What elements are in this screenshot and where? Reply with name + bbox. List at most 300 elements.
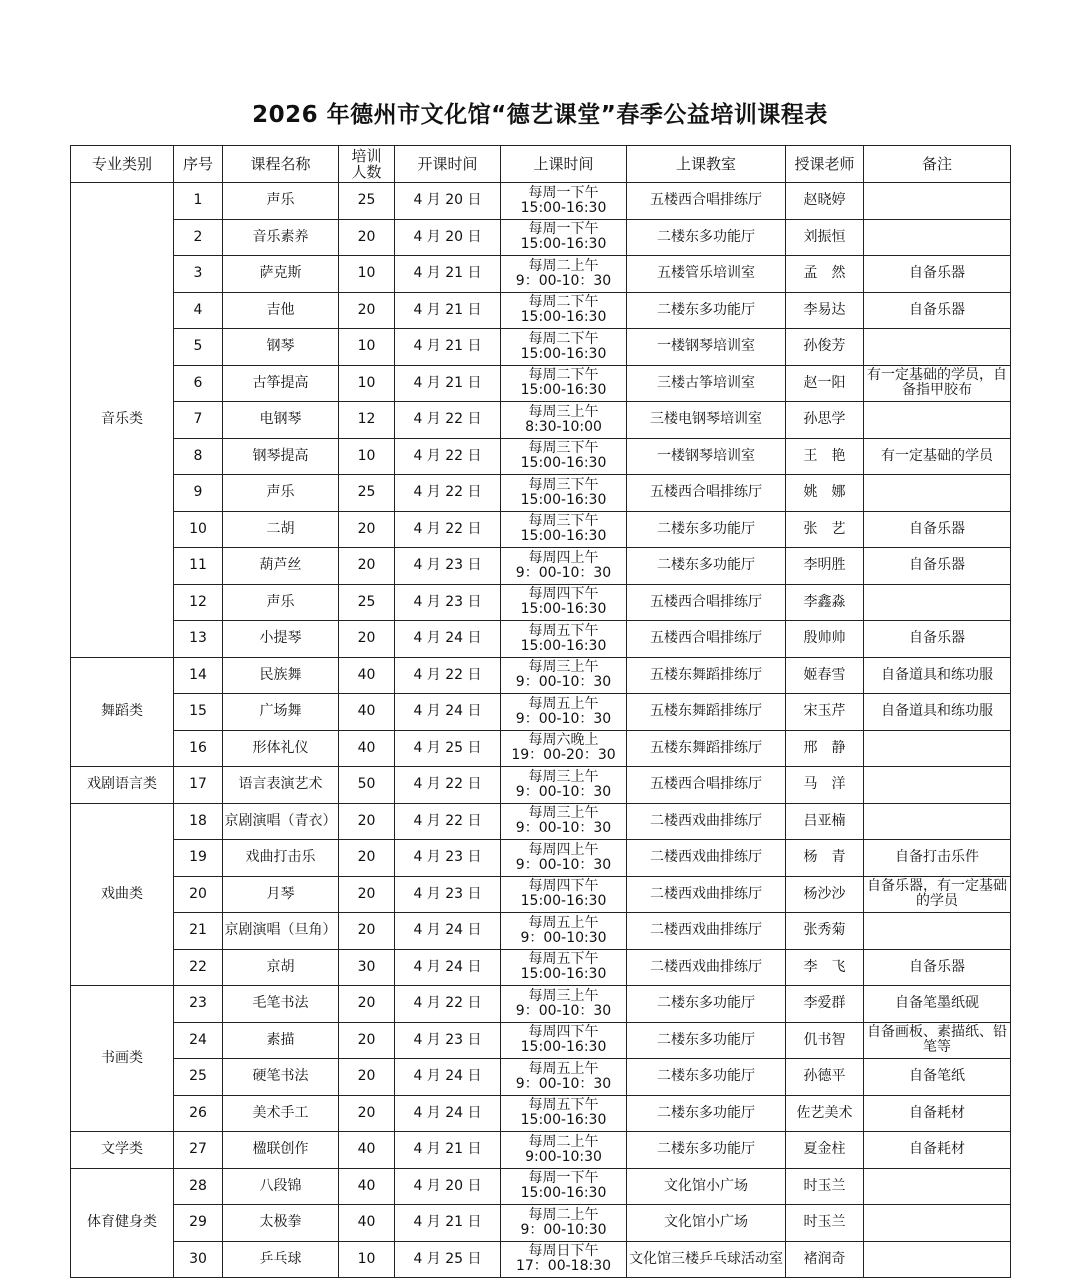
- header-room: 上课教室: [627, 146, 786, 183]
- class-day: 每周二上午: [528, 1206, 599, 1223]
- class-hours: 15:00-16:30: [520, 236, 607, 253]
- table-row: [71, 511, 1011, 548]
- start-date: 4 月 23 日: [395, 584, 501, 621]
- class-hours: 9：00-10：30: [515, 564, 612, 581]
- class-time: [501, 730, 627, 767]
- row-number: 26: [174, 1095, 223, 1132]
- class-day: 每周五上午: [528, 695, 599, 712]
- teacher: 姬春雪: [786, 657, 864, 694]
- class-time: [501, 1168, 627, 1205]
- class-hours: 8:30-10:00: [525, 418, 602, 435]
- teacher: 赵晓婷: [786, 183, 864, 220]
- course-name: 广场舞: [223, 694, 339, 731]
- row-number: 8: [174, 438, 223, 475]
- class-hours: 15:00-16:30: [520, 309, 607, 326]
- class-day: 每周六晚上: [528, 732, 599, 749]
- class-hours: 9:00-10:30: [525, 1148, 602, 1165]
- start-date: 4 月 20 日: [395, 1168, 501, 1205]
- class-hours: 15:00-16:30: [520, 491, 607, 508]
- teacher: 马 洋: [786, 767, 864, 804]
- note: [864, 475, 1011, 512]
- class-day: 每周三下午: [528, 476, 599, 493]
- table-row: [71, 840, 1011, 877]
- note: 自备乐器: [864, 292, 1011, 329]
- classroom: 文化馆三楼乒乓球活动室: [627, 1241, 786, 1278]
- class-day: 每周二上午: [528, 1133, 599, 1150]
- teacher: 宋玉芹: [786, 694, 864, 731]
- class-time: [501, 584, 627, 621]
- note: 有一定基础的学员，自备指甲胶布: [864, 365, 1011, 402]
- row-number: 25: [174, 1059, 223, 1096]
- class-time: [501, 511, 627, 548]
- category-cell: 舞蹈类: [71, 657, 174, 767]
- row-number: 24: [174, 1022, 223, 1059]
- start-date: 4 月 24 日: [395, 949, 501, 986]
- class-day: 每周五下午: [528, 1097, 599, 1114]
- class-time: [501, 365, 627, 402]
- teacher: 李鑫淼: [786, 584, 864, 621]
- class-hours: 9：00-10：30: [515, 1075, 612, 1092]
- header-category: 专业类别: [71, 146, 174, 183]
- class-hours: 15:00-16:30: [520, 455, 607, 472]
- row-number: 18: [174, 803, 223, 840]
- class-day: 每周五上午: [528, 914, 599, 931]
- category-cell: 文学类: [71, 1132, 174, 1169]
- course-name: 语言表演艺术: [223, 767, 339, 804]
- class-day: 每周三下午: [528, 513, 599, 530]
- capacity: 20: [339, 876, 395, 913]
- start-date: 4 月 22 日: [395, 402, 501, 439]
- course-name: 京剧演唱（旦角）: [223, 913, 339, 950]
- capacity: 20: [339, 548, 395, 585]
- note: 自备打击乐件: [864, 840, 1011, 877]
- start-date: 4 月 22 日: [395, 475, 501, 512]
- classroom: 二楼东多功能厅: [627, 1022, 786, 1059]
- class-time: [501, 803, 627, 840]
- class-time: [501, 1205, 627, 1242]
- teacher: 李 飞: [786, 949, 864, 986]
- course-name: 吉他: [223, 292, 339, 329]
- row-number: 20: [174, 876, 223, 913]
- note: 自备道具和练功服: [864, 657, 1011, 694]
- course-name: 电钢琴: [223, 402, 339, 439]
- course-name: 硬笔书法: [223, 1059, 339, 1096]
- class-day: 每周四下午: [528, 1024, 599, 1041]
- category-cell: 戏剧语言类: [71, 767, 174, 804]
- classroom: 五楼西合唱排练厅: [627, 183, 786, 220]
- class-day: 每周一下午: [528, 221, 599, 238]
- course-name: 古筝提高: [223, 365, 339, 402]
- capacity: 10: [339, 256, 395, 293]
- page-title: 2026 年德州市文化馆“德艺课堂”春季公益培训课程表: [252, 102, 828, 128]
- teacher: 张 艺: [786, 511, 864, 548]
- classroom: 二楼东多功能厅: [627, 511, 786, 548]
- classroom: 二楼西戏曲排练厅: [627, 913, 786, 950]
- row-number: 17: [174, 767, 223, 804]
- start-date: 4 月 21 日: [395, 329, 501, 366]
- start-date: 4 月 20 日: [395, 183, 501, 220]
- table-row: [71, 365, 1011, 402]
- classroom: 五楼西合唱排练厅: [627, 767, 786, 804]
- course-name: 太极拳: [223, 1205, 339, 1242]
- row-number: 14: [174, 657, 223, 694]
- capacity: 40: [339, 1132, 395, 1169]
- table-row: [71, 1022, 1011, 1059]
- start-date: 4 月 25 日: [395, 1241, 501, 1278]
- teacher: 李易达: [786, 292, 864, 329]
- row-number: 19: [174, 840, 223, 877]
- start-date: 4 月 22 日: [395, 986, 501, 1023]
- class-hours: 15:00-16:30: [520, 382, 607, 399]
- row-number: 15: [174, 694, 223, 731]
- start-date: 4 月 21 日: [395, 365, 501, 402]
- capacity: 10: [339, 329, 395, 366]
- capacity: 20: [339, 1095, 395, 1132]
- course-name: 小提琴: [223, 621, 339, 658]
- start-date: 4 月 23 日: [395, 1022, 501, 1059]
- row-number: 30: [174, 1241, 223, 1278]
- classroom: 五楼东舞蹈排练厅: [627, 694, 786, 731]
- class-time: [501, 913, 627, 950]
- course-name: 形体礼仪: [223, 730, 339, 767]
- category-cell: 书画类: [71, 986, 174, 1132]
- teacher: 王 艳: [786, 438, 864, 475]
- table-header-row: [71, 146, 1011, 183]
- row-number: 12: [174, 584, 223, 621]
- capacity: 20: [339, 1059, 395, 1096]
- start-date: 4 月 24 日: [395, 694, 501, 731]
- row-number: 3: [174, 256, 223, 293]
- course-name: 钢琴提高: [223, 438, 339, 475]
- capacity: 25: [339, 183, 395, 220]
- capacity: 20: [339, 986, 395, 1023]
- start-date: 4 月 21 日: [395, 256, 501, 293]
- note: [864, 730, 1011, 767]
- header-no: 序号: [174, 146, 223, 183]
- capacity: 20: [339, 803, 395, 840]
- class-hours: 15:00-16:30: [520, 1039, 607, 1056]
- capacity: 20: [339, 913, 395, 950]
- table-row: [71, 183, 1011, 220]
- note: 自备乐器，有一定基础的学员: [864, 876, 1011, 913]
- header-teacher: 授课老师: [786, 146, 864, 183]
- teacher: 佐艺美术: [786, 1095, 864, 1132]
- row-number: 22: [174, 949, 223, 986]
- table-row: [71, 986, 1011, 1023]
- class-day: 每周一下午: [528, 184, 599, 201]
- start-date: 4 月 22 日: [395, 657, 501, 694]
- classroom: 三楼电钢琴培训室: [627, 402, 786, 439]
- row-number: 9: [174, 475, 223, 512]
- classroom: 二楼东多功能厅: [627, 292, 786, 329]
- classroom: 二楼东多功能厅: [627, 548, 786, 585]
- teacher: 夏金柱: [786, 1132, 864, 1169]
- table-row: [71, 1059, 1011, 1096]
- class-time: [501, 256, 627, 293]
- note: 自备笔纸: [864, 1059, 1011, 1096]
- class-time: [501, 1022, 627, 1059]
- start-date: 4 月 21 日: [395, 292, 501, 329]
- table-row: [71, 621, 1011, 658]
- class-day: 每周五下午: [528, 951, 599, 968]
- class-day: 每周三上午: [528, 403, 599, 420]
- class-day: 每周四上午: [528, 841, 599, 858]
- class-hours: 15:00-16:30: [520, 345, 607, 362]
- class-time: [501, 876, 627, 913]
- class-time: [501, 949, 627, 986]
- class-day: 每周四上午: [528, 549, 599, 566]
- classroom: 五楼东舞蹈排练厅: [627, 657, 786, 694]
- start-date: 4 月 23 日: [395, 840, 501, 877]
- note: 自备乐器: [864, 548, 1011, 585]
- course-name: 素描: [223, 1022, 339, 1059]
- row-number: 28: [174, 1168, 223, 1205]
- course-name: 楹联创作: [223, 1132, 339, 1169]
- classroom: 二楼西戏曲排练厅: [627, 876, 786, 913]
- classroom: 二楼东多功能厅: [627, 219, 786, 256]
- course-name: 月琴: [223, 876, 339, 913]
- course-name: 八段锦: [223, 1168, 339, 1205]
- note: [864, 803, 1011, 840]
- classroom: 一楼钢琴培训室: [627, 329, 786, 366]
- class-time: [501, 219, 627, 256]
- note: [864, 329, 1011, 366]
- start-date: 4 月 24 日: [395, 1095, 501, 1132]
- course-name: 毛笔书法: [223, 986, 339, 1023]
- course-name: 二胡: [223, 511, 339, 548]
- header-note: 备注: [864, 146, 1011, 183]
- class-hours: 15:00-16:30: [520, 893, 607, 910]
- start-date: 4 月 22 日: [395, 511, 501, 548]
- capacity: 50: [339, 767, 395, 804]
- class-time: [501, 657, 627, 694]
- note: 自备乐器: [864, 949, 1011, 986]
- row-number: 6: [174, 365, 223, 402]
- capacity: 25: [339, 475, 395, 512]
- class-time: [501, 621, 627, 658]
- classroom: 三楼古筝培训室: [627, 365, 786, 402]
- class-day: 每周三上午: [528, 987, 599, 1004]
- table-row: [71, 1132, 1011, 1169]
- class-day: 每周三上午: [528, 805, 599, 822]
- category-cell: 音乐类: [71, 183, 174, 658]
- row-number: 2: [174, 219, 223, 256]
- table-body: [71, 183, 1011, 1278]
- classroom: 文化馆小广场: [627, 1205, 786, 1242]
- class-time: [501, 694, 627, 731]
- classroom: 二楼西戏曲排练厅: [627, 840, 786, 877]
- note: [864, 219, 1011, 256]
- start-date: 4 月 23 日: [395, 876, 501, 913]
- class-hours: 9：00-10：30: [515, 783, 612, 800]
- class-time: [501, 986, 627, 1023]
- capacity: 40: [339, 1205, 395, 1242]
- course-name: 声乐: [223, 475, 339, 512]
- table-row: [71, 1241, 1011, 1278]
- table-row: [71, 803, 1011, 840]
- table-row: [71, 913, 1011, 950]
- class-time: [501, 1241, 627, 1278]
- class-time: [501, 1132, 627, 1169]
- table-row: [71, 475, 1011, 512]
- teacher: 邢 静: [786, 730, 864, 767]
- note: [864, 913, 1011, 950]
- row-number: 10: [174, 511, 223, 548]
- table-row: [71, 292, 1011, 329]
- category-cell: 戏曲类: [71, 803, 174, 986]
- teacher: 孟 然: [786, 256, 864, 293]
- table-row: [71, 402, 1011, 439]
- row-number: 1: [174, 183, 223, 220]
- class-time: [501, 292, 627, 329]
- teacher: 殷帅帅: [786, 621, 864, 658]
- note: [864, 1241, 1011, 1278]
- course-name: 民族舞: [223, 657, 339, 694]
- class-day: 每周四下午: [528, 878, 599, 895]
- table-row: [71, 329, 1011, 366]
- course-name: 声乐: [223, 584, 339, 621]
- class-hours: 9：00-10:30: [520, 1221, 607, 1238]
- class-time: [501, 548, 627, 585]
- table-row: [71, 256, 1011, 293]
- course-name: 美术手工: [223, 1095, 339, 1132]
- teacher: 李爱群: [786, 986, 864, 1023]
- table-row: [71, 1205, 1011, 1242]
- class-hours: 9：00-10：30: [515, 820, 612, 837]
- header-start: 开课时间: [395, 146, 501, 183]
- row-number: 11: [174, 548, 223, 585]
- class-time: [501, 329, 627, 366]
- class-day: 每周四下午: [528, 586, 599, 603]
- teacher: 仉书智: [786, 1022, 864, 1059]
- capacity: 12: [339, 402, 395, 439]
- class-time: [501, 767, 627, 804]
- note: [864, 584, 1011, 621]
- start-date: 4 月 24 日: [395, 621, 501, 658]
- teacher: 吕亚楠: [786, 803, 864, 840]
- capacity: 10: [339, 1241, 395, 1278]
- class-time: [501, 1095, 627, 1132]
- header-time: 上课时间: [501, 146, 627, 183]
- row-number: 23: [174, 986, 223, 1023]
- class-day: 每周一下午: [528, 1170, 599, 1187]
- class-day: 每周二上午: [528, 257, 599, 274]
- class-time: [501, 438, 627, 475]
- row-number: 4: [174, 292, 223, 329]
- class-day: 每周五上午: [528, 1060, 599, 1077]
- row-number: 27: [174, 1132, 223, 1169]
- classroom: 五楼西合唱排练厅: [627, 584, 786, 621]
- table-row: [71, 657, 1011, 694]
- table-row: [71, 1168, 1011, 1205]
- course-name: 戏曲打击乐: [223, 840, 339, 877]
- capacity: 10: [339, 438, 395, 475]
- teacher: 姚 娜: [786, 475, 864, 512]
- capacity: 40: [339, 657, 395, 694]
- capacity: 20: [339, 621, 395, 658]
- start-date: 4 月 21 日: [395, 1132, 501, 1169]
- class-day: 每周二下午: [528, 367, 599, 384]
- start-date: 4 月 22 日: [395, 438, 501, 475]
- classroom: 五楼西合唱排练厅: [627, 475, 786, 512]
- course-name: 音乐素养: [223, 219, 339, 256]
- course-name: 葫芦丝: [223, 548, 339, 585]
- start-date: 4 月 22 日: [395, 767, 501, 804]
- course-name: 声乐: [223, 183, 339, 220]
- capacity: 20: [339, 511, 395, 548]
- table-row: [71, 876, 1011, 913]
- classroom: 五楼东舞蹈排练厅: [627, 730, 786, 767]
- note: [864, 183, 1011, 220]
- row-number: 16: [174, 730, 223, 767]
- course-name: 萨克斯: [223, 256, 339, 293]
- table-row: [71, 548, 1011, 585]
- class-hours: 9：00-10：30: [515, 272, 612, 289]
- table-row: [71, 694, 1011, 731]
- class-hours: 17：00-18:30: [515, 1258, 612, 1275]
- note: 自备画板、素描纸、铅笔等: [864, 1022, 1011, 1059]
- note: 自备乐器: [864, 621, 1011, 658]
- course-name: 京剧演唱（青衣）: [223, 803, 339, 840]
- capacity: 25: [339, 584, 395, 621]
- teacher: 时玉兰: [786, 1168, 864, 1205]
- class-hours: 15:00-16:30: [520, 1112, 607, 1129]
- note: [864, 767, 1011, 804]
- classroom: 二楼东多功能厅: [627, 1132, 786, 1169]
- class-hours: 15:00-16:30: [520, 199, 607, 216]
- row-number: 29: [174, 1205, 223, 1242]
- classroom: 一楼钢琴培训室: [627, 438, 786, 475]
- classroom: 二楼东多功能厅: [627, 986, 786, 1023]
- row-number: 21: [174, 913, 223, 950]
- classroom: 五楼西合唱排练厅: [627, 621, 786, 658]
- classroom: 五楼管乐培训室: [627, 256, 786, 293]
- class-hours: 9：00-10:30: [520, 929, 607, 946]
- capacity: 20: [339, 292, 395, 329]
- table-row: [71, 438, 1011, 475]
- class-hours: 15:00-16:30: [520, 601, 607, 618]
- start-date: 4 月 24 日: [395, 1059, 501, 1096]
- class-hours: 9：00-10：30: [515, 710, 612, 727]
- note: 有一定基础的学员: [864, 438, 1011, 475]
- start-date: 4 月 20 日: [395, 219, 501, 256]
- teacher: 杨 青: [786, 840, 864, 877]
- capacity: 10: [339, 365, 395, 402]
- note: 自备笔墨纸砚: [864, 986, 1011, 1023]
- class-hours: 15:00-16:30: [520, 1185, 607, 1202]
- class-hours: 19：00-20：30: [511, 747, 616, 764]
- class-time: [501, 475, 627, 512]
- class-day: 每周三下午: [528, 440, 599, 457]
- start-date: 4 月 22 日: [395, 803, 501, 840]
- note: [864, 1168, 1011, 1205]
- table-row: [71, 584, 1011, 621]
- note: 自备乐器: [864, 256, 1011, 293]
- table-row: [71, 767, 1011, 804]
- classroom: 二楼西戏曲排练厅: [627, 949, 786, 986]
- class-hours: 9：00-10：30: [515, 856, 612, 873]
- class-hours: 15:00-16:30: [520, 966, 607, 983]
- note: [864, 402, 1011, 439]
- note: [864, 1205, 1011, 1242]
- course-name: 乒乓球: [223, 1241, 339, 1278]
- table-row: [71, 730, 1011, 767]
- class-time: [501, 1059, 627, 1096]
- class-day: 每周二下午: [528, 330, 599, 347]
- note: 自备乐器: [864, 511, 1011, 548]
- capacity: 40: [339, 730, 395, 767]
- classroom: 二楼东多功能厅: [627, 1059, 786, 1096]
